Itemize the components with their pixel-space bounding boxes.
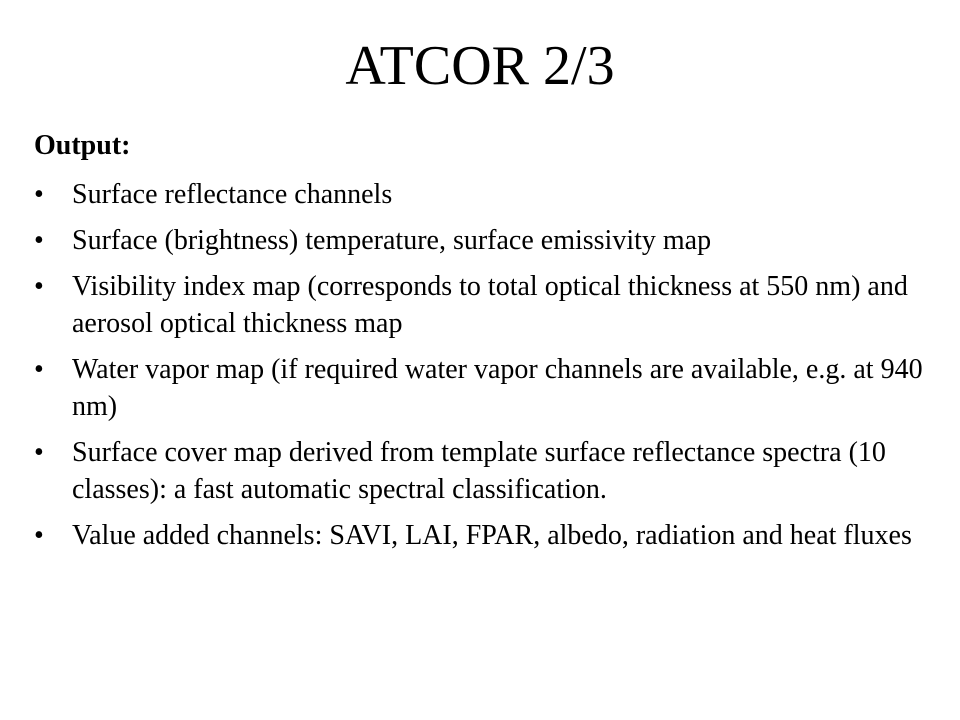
bullet-dot-icon: • bbox=[34, 271, 44, 302]
bullet-dot-icon: • bbox=[34, 520, 44, 551]
bullet-text: Surface cover map derived from template surface reflectance spectra (10 classes): a fast automatic spectral classification. bbox=[72, 437, 886, 505]
bullet-text: Value added channels: SAVI, LAI, FPAR, albedo, radiation and heat fluxes bbox=[72, 520, 912, 551]
bullet-dot-icon: • bbox=[34, 354, 44, 385]
bullet-item-visibility-aerosol bbox=[34, 268, 934, 342]
bullet-text: Surface (brightness) temperature, surface emissivity map bbox=[72, 225, 712, 256]
bullet-dot-icon: • bbox=[34, 225, 44, 256]
bullet-item-value-added bbox=[34, 517, 934, 554]
bullet-text: Visibility index map (corresponds to total optical thickness at 550 nm) and aerosol optical thickness map bbox=[72, 271, 908, 339]
bullet-item-water-vapor bbox=[34, 351, 934, 425]
output-heading: Output: bbox=[34, 130, 131, 161]
bullet-item-surface-reflectance bbox=[34, 176, 934, 213]
bullet-item-temperature-emissivity bbox=[34, 222, 934, 259]
slide-title: ATCOR 2/3 bbox=[345, 35, 615, 97]
bullet-item-surface-cover bbox=[34, 434, 934, 508]
bullet-dot-icon: • bbox=[34, 179, 44, 210]
bullet-text: Water vapor map (if required water vapor channels are available, e.g. at 940 nm) bbox=[72, 354, 923, 422]
bullet-dot-icon: • bbox=[34, 437, 44, 468]
bullet-text: Surface reflectance channels bbox=[72, 179, 393, 210]
output-bullet-list bbox=[34, 176, 934, 563]
